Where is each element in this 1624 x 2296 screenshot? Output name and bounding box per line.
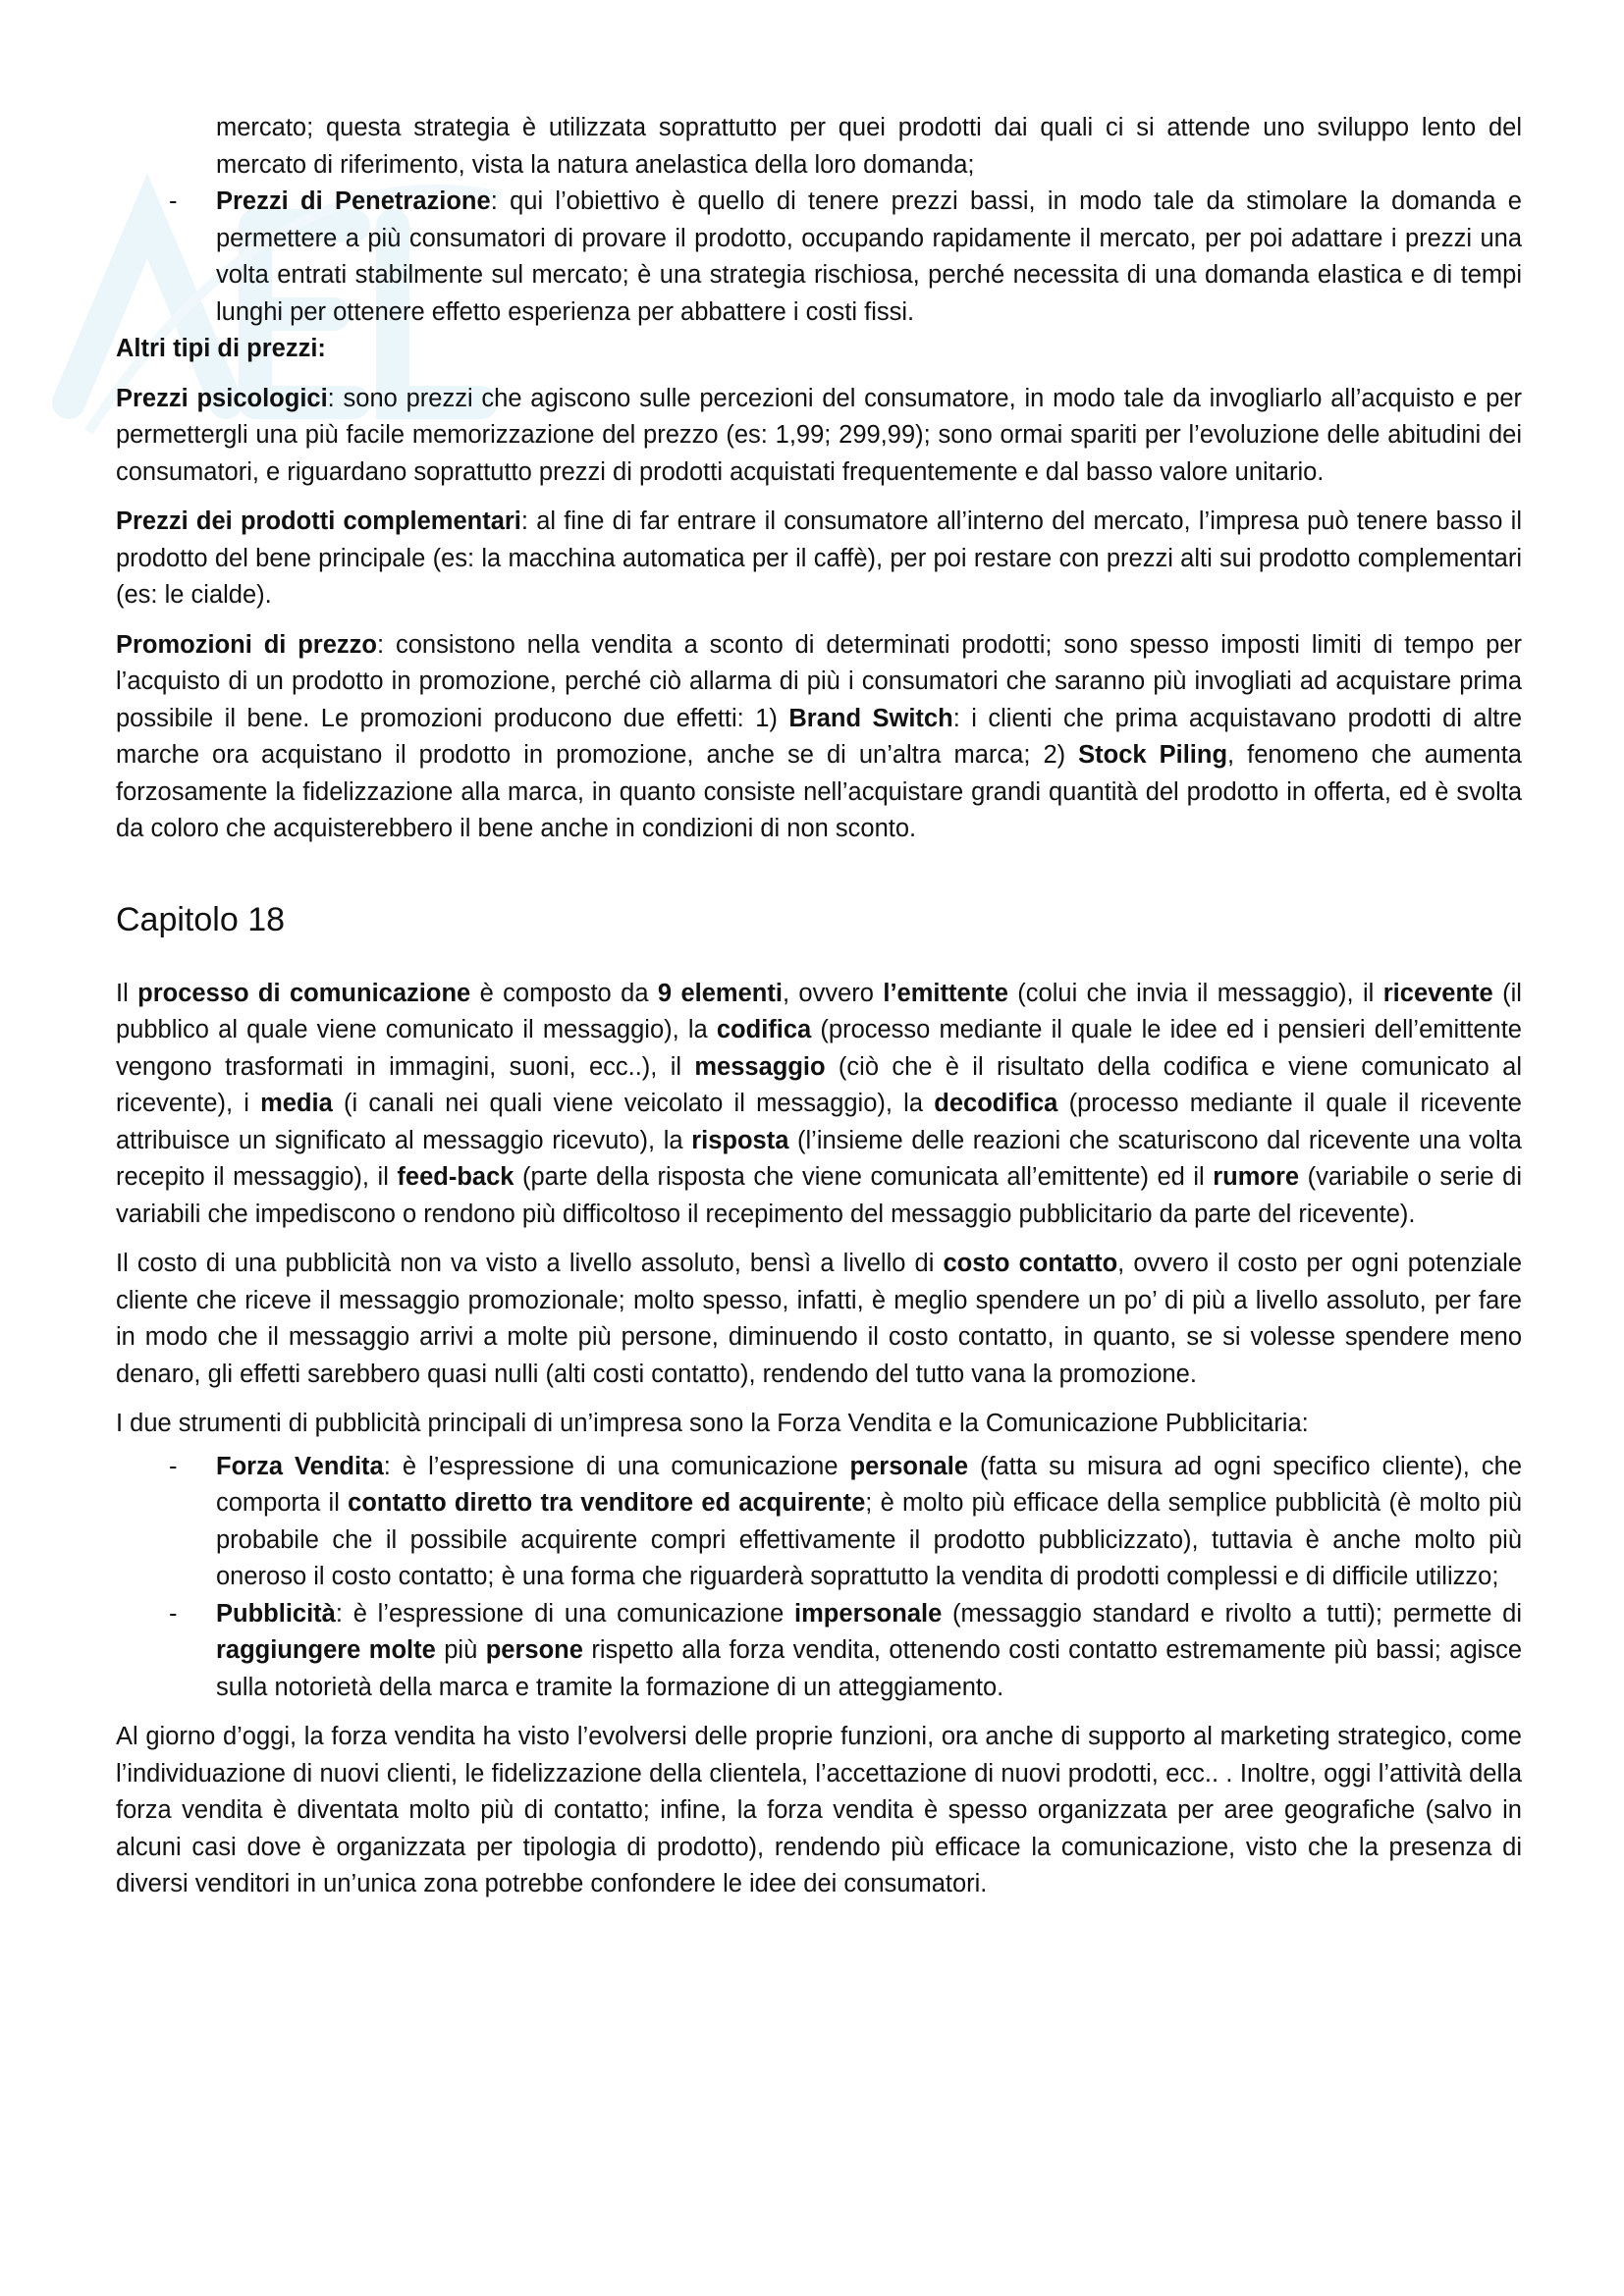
paragraph-psicologici: Prezzi psicologici: sono prezzi che agiscono sulle percezioni del consumatore, in modo tale da invogliarlo all’acquisto e per permettergli una più facile memorizzazione del prezzo (es: 1,99; 299,99); sono ormai spariti per l’evoluzione delle abitudini dei consumatori, e riguardano soprattutto prezzi di prodotti acquistati frequentemente e dal basso valore unitario. [116,384,1522,486]
document-page [116,110,1522,1903]
paragraph-strumenti-intro: I due strumenti di pubblicità principali di un’impresa sono la Forza Vendita e la Comunicazione Pubblicitaria: [116,1410,1309,1437]
paragraph-processo: Il processo di comunicazione è composto da 9 elementi, ovvero l’emittente (colui che invia il messaggio), il ricevente (il pubblico al quale viene comunicato il messaggio), la codifica (processo mediante il quale le idee ed i pensieri dell’emittente vengono trasformati in immagini, suoni, ecc..), il messaggio (ciò che è il risultato della codifica e viene comunicato al ricevente), i media (i canali nei quali viene veicolato il messaggio), la decodifica (processo mediante il quale il ricevente attribuisce un significato al messaggio ricevuto), la risposta (l’insieme delle reazioni che scaturiscono dal ricevente una volta recepito il messaggio), il feed-back (parte della risposta che viene comunicata all’emittente) ed il rumore (variabile o serie di variabili che impediscono o rendono più difficoltoso il recepimento del messaggio pubblicitario da parte del ricevente). [116,979,1522,1228]
section-heading-altri: Altri tipi di prezzi: [116,335,326,362]
term-bold: Prezzi di Penetrazione [216,187,491,215]
bullet-dash: - [169,1452,178,1480]
list-item-penetrazione: - Prezzi di Penetrazione: qui l’obiettivo è quello di tenere prezzi bassi, in modo tale da stimolare la domanda e permettere a più consumatori di provare il prodotto, occupando rapidamente il mercato, per poi adattare i prezzi una volta entrati stabilmente sul mercato; è una strategia rischiosa, perché necessita di una domanda elastica e di tempi lunghi per ottenere effetto esperienza per abbattere i costi fissi. [116,184,1522,331]
chapter-title: Capitolo 18 [116,900,286,938]
paragraph-complementari: Prezzi dei prodotti complementari: al fine di far entrare il consumatore all’interno del mercato, l’impresa può tenere basso il prodotto del bene principale (es: la macchina automatica per il caffè), per poi restare con prezzi alti sui prodotto complementari (es: le cialde). [116,507,1522,609]
paragraph-forza-vendita-oggi: Al giorno d’oggi, la forza vendita ha visto l’evolversi delle proprie funzioni, ora anche di supporto al marketing strategico, come l’individuazione di nuovi clienti, le fidelizzazione della clientela, l’accettazione di nuovi prodotti, ecc.. . Inoltre, oggi l’attività della forza vendita è diventata molto più di contatto; infine, la forza vendita è spesso organizzata per aree geografiche (salvo in alcuni casi dove è organizzata per tipologia di prodotto), rendendo più efficace la comunicazione, visto che la presenza di diversi venditori in un’unica zona potrebbe confondere le idee dei consumatori. [116,1723,1522,1897]
list-item-continuation: mercato; questa strategia è utilizzata soprattutto per quei prodotti dai quali ci si attende uno sviluppo lento del mercato di riferimento, vista la natura anelastica della loro domanda; [216,114,1522,179]
paragraph-promozioni: Promozioni di prezzo: consistono nella vendita a sconto di determinati prodotti; sono spesso imposti limiti di tempo per l’acquisto di un prodotto in promozione, perché ciò allarma di più i consumatori che saranno più invogliati ad acquistare prima possibile il bene. Le promozioni producono due effetti: 1) Brand Switch: i clienti che prima acquistavano prodotti di altre marche ora acquistano il prodotto in promozione, anche se di un’altra marca; 2) Stock Piling, fenomeno che aumenta forzosamente la fidelizzazione alla marca, in quanto consiste nell’acquistare grandi quantità del prodotto in offerta, ed è svolta da coloro che acquisterebbero il bene anche in condizioni di non sconto. [116,630,1523,842]
list-item-pubblicita: - Pubblicità: è l’espressione di una comunicazione impersonale (messaggio standard e rivolto a tutti); permette di raggiungere molte più persone rispetto alla forza vendita, ottenendo costi contatto estremamente più bassi; agisce sulla notorietà della marca e tramite la formazione di un atteggiamento. [116,1596,1522,1707]
bullet-dash: - [169,1599,178,1628]
list-item-forza-vendita: - Forza Vendita: è l’espressione di una comunicazione personale (fatta su misura ad ogni specifico cliente), che comporta il contatto diretto tra venditore ed acquirente; è molto più efficace della semplice pubblicità (è molto più probabile che il possibile acquirente compri effettivamente il prodotto pubblicizzato), tuttavia è anche molto più oneroso il costo contatto; è una forma che riguarderà soprattutto la vendita di prodotti complessi e di difficile utilizzo; [116,1449,1522,1596]
paragraph-costo-contatto: Il costo di una pubblicità non va visto a livello assoluto, bensì a livello di costo contatto, ovvero il costo per ogni potenziale cliente che riceve il messaggio promozionale; molto spesso, infatti, è meglio spendere un po’ di più a livello assoluto, per fare in modo che il messaggio arrivi a molte più persone, diminuendo il costo contatto, in quanto, se si volesse spendere meno denaro, gli effetti sarebbero quasi nulli (alti costi contatto), rendendo del tutto vana la promozione. [116,1250,1523,1388]
bullet-dash: - [169,187,178,215]
